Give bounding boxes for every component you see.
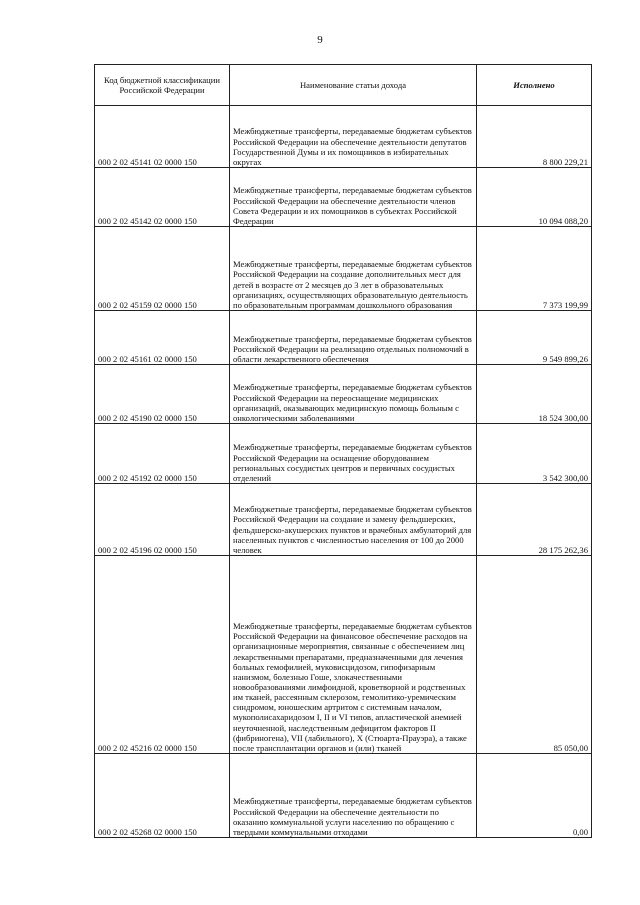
- row-name: Межбюджетные трансферты, передаваемые бюджетам субъектов Российской Федерации на реализацию отдельных полномочий в области лекарственного обеспечения: [230, 311, 477, 365]
- page-number: 9: [317, 34, 323, 46]
- table-row: [95, 754, 592, 838]
- table-row: [95, 484, 592, 556]
- row-amount: 18 524 300,00: [477, 365, 592, 424]
- header-name: Наименование статьи дохода: [230, 65, 477, 106]
- row-code: 000 2 02 45216 02 0000 150: [95, 556, 230, 754]
- row-code: 000 2 02 45190 02 0000 150: [95, 365, 230, 424]
- budget-revenue-table: [94, 64, 592, 838]
- header-code: Код бюджетной классификации Российской Федерации: [95, 65, 230, 106]
- row-amount: 9 549 899,26: [477, 311, 592, 365]
- header-executed: Исполнено: [477, 65, 592, 106]
- table-row: [95, 365, 592, 424]
- row-code: 000 2 02 45159 02 0000 150: [95, 227, 230, 311]
- row-code: 000 2 02 45196 02 0000 150: [95, 484, 230, 556]
- table-row: [95, 311, 592, 365]
- row-name: Межбюджетные трансферты, передаваемые бюджетам субъектов Российской Федерации на оснащение оборудованием региональных сосудистых центров и первичных сосудистых отделений: [230, 424, 477, 484]
- table-header-row: [95, 65, 592, 106]
- table-row: [95, 556, 592, 754]
- row-amount: 3 542 300,00: [477, 424, 592, 484]
- row-name: Межбюджетные трансферты, передаваемые бюджетам субъектов Российской Федерации на обеспечение деятельности членов Совета Федерации и их помощников в субъектах Российской Федерации: [230, 168, 477, 227]
- table-row: [95, 168, 592, 227]
- row-name: Межбюджетные трансферты, передаваемые бюджетам субъектов Российской Федерации на обеспечение деятельности по оказанию коммунальной услуги населению по обращению с твердыми коммунальными отходами: [230, 754, 477, 838]
- row-code: 000 2 02 45141 02 0000 150: [95, 106, 230, 168]
- row-code: 000 2 02 45192 02 0000 150: [95, 424, 230, 484]
- row-amount: 8 800 229,21: [477, 106, 592, 168]
- row-code: 000 2 02 45161 02 0000 150: [95, 311, 230, 365]
- table-row: [95, 424, 592, 484]
- row-amount: 7 373 199,99: [477, 227, 592, 311]
- table-row: [95, 227, 592, 311]
- row-amount: 10 094 088,20: [477, 168, 592, 227]
- row-code: 000 2 02 45142 02 0000 150: [95, 168, 230, 227]
- row-code: 000 2 02 45268 02 0000 150: [95, 754, 230, 838]
- row-name: Межбюджетные трансферты, передаваемые бюджетам субъектов Российской Федерации на создание дополнительных мест для детей в возрасте от 2 месяцев до 3 лет в образовательных организациях, осуществляющих образовательную деятельность по образовательным программам дошкольного образования: [230, 227, 477, 311]
- row-name: Межбюджетные трансферты, передаваемые бюджетам субъектов Российской Федерации на создание и замену фельдшерских, фельдшерско-акушерских пунктов и врачебных амбулаторий для населенных пунктов с численностью населения от 100 до 2000 человек: [230, 484, 477, 556]
- row-name: Межбюджетные трансферты, передаваемые бюджетам субъектов Российской Федерации на переоснащение медицинских организаций, оказывающих медицинскую помощь больным с онкологическими заболеваниями: [230, 365, 477, 424]
- row-name: Межбюджетные трансферты, передаваемые бюджетам субъектов Российской Федерации на обеспечение деятельности депутатов Государственной Думы и их помощников в избирательных округах: [230, 106, 477, 168]
- row-amount: 28 175 262,36: [477, 484, 592, 556]
- table-row: [95, 106, 592, 168]
- row-name: Межбюджетные трансферты, передаваемые бюджетам субъектов Российской Федерации на финансовое обеспечение расходов на организационные мероприятия, связанные с обеспечением лиц лекарственными препаратами, предназначенными для лечения больных гемофилией, муковисцидозом, гипофизарным нанизмом, болезнью Гоше, злокачественными новообразованиями лимфоидной, кроветворной и родственных им тканей, рассеянным склерозом, гемолитико-уремическим синдромом, юношеским артритом с системным началом, мукополисахаридозом I, II и VI типов, апластической анемией неуточненной, наследственным дефицитом факторов II (фибриногена), VII (лабильного), X (Стюарта-Прауэра), а также после трансплантации органов и (или) тканей: [230, 556, 477, 754]
- row-amount: 0,00: [477, 754, 592, 838]
- row-amount: 85 050,00: [477, 556, 592, 754]
